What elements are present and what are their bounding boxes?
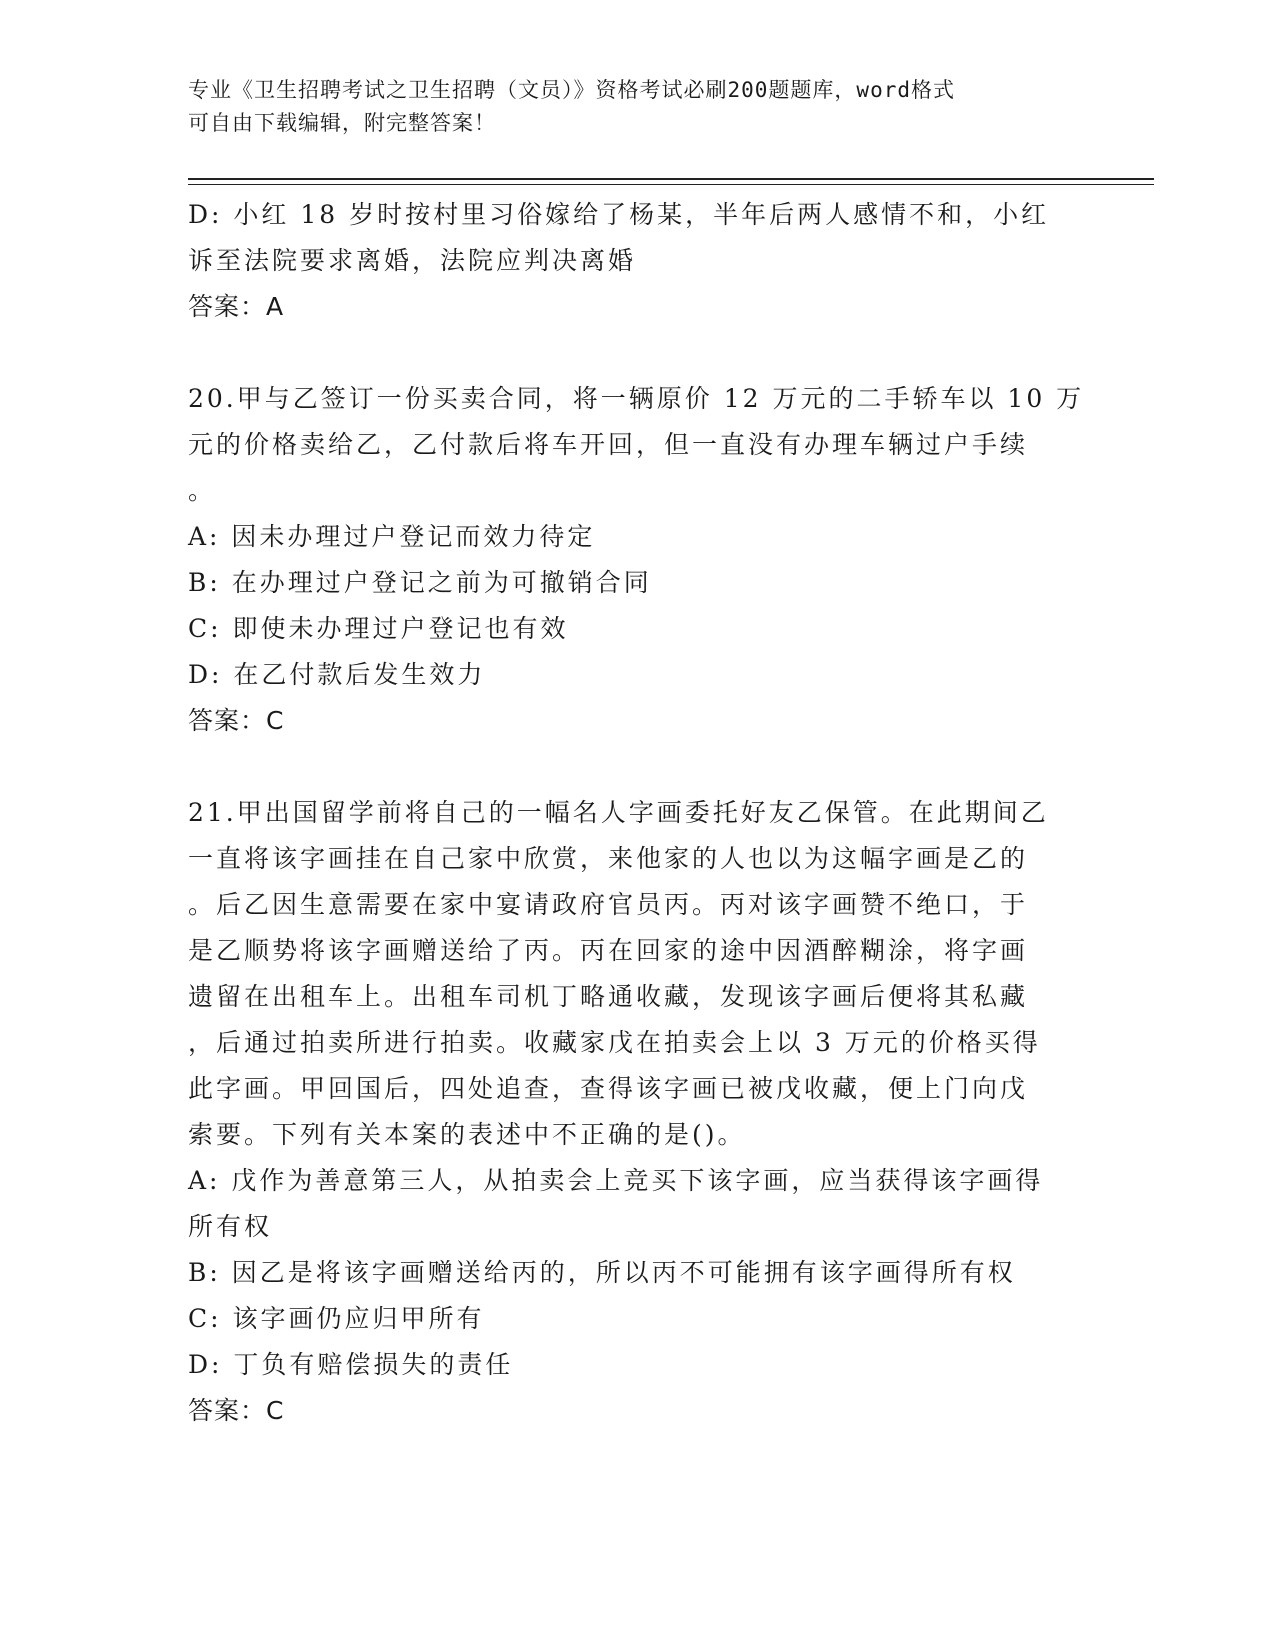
answer-label: 答案：A <box>188 292 285 321</box>
document-header <box>188 74 1088 140</box>
option-b: B: 因乙是将该字画赠送给丙的，所以丙不可能拥有该字画得所有权 <box>188 1258 1016 1287</box>
header-title-line-1: 专业《卫生招聘考试之卫生招聘（文员）》资格考试必刷200题题库，word格式 <box>188 78 955 102</box>
question-stem-line-3: 。后乙因生意需要在家中宴请政府官员丙。丙对该字画赞不绝口，于 <box>188 890 1029 919</box>
question-stem-line-2: 元的价格卖给乙，乙付款后将车开回，但一直没有办理车辆过户手续 <box>188 430 1029 459</box>
question-stem-line-1: 20.甲与乙签订一份买卖合同，将一辆原价 12 万元的二手轿车以 10 万 <box>188 384 1085 413</box>
option-d-line-1: D: 小红 18 岁时按村里习俗嫁给了杨某，半年后两人感情不和，小红 <box>188 200 1050 229</box>
option-a: A: 因未办理过户登记而效力待定 <box>188 522 596 551</box>
question-stem-line-8: 索要。下列有关本案的表述中不正确的是()。 <box>188 1120 746 1149</box>
previous-question-tail <box>188 192 1088 330</box>
question-stem-line-2: 一直将该字画挂在自己家中欣赏，来他家的人也以为这幅字画是乙的 <box>188 844 1029 873</box>
option-d-line-2: 诉至法院要求离婚，法院应判决离婚 <box>188 246 637 275</box>
question-stem-line-7: 此字画。甲回国后，四处追查，查得该字画已被戊收藏，便上门向戊 <box>188 1074 1029 1103</box>
question-stem-line-4: 是乙顺势将该字画赠送给了丙。丙在回家的途中因酒醉糊涂，将字画 <box>188 936 1029 965</box>
question-stem-line-1: 21.甲出国留学前将自己的一幅名人字画委托好友乙保管。在此期间乙 <box>188 798 1049 827</box>
option-c: C: 该字画仍应归甲所有 <box>188 1304 485 1333</box>
question-stem-line-6: ，后通过拍卖所进行拍卖。收藏家戊在拍卖会上以 3 万元的价格买得 <box>188 1028 1041 1057</box>
option-a-line-2: 所有权 <box>188 1212 273 1241</box>
answer-label: 答案：C <box>188 706 285 735</box>
option-b: B: 在办理过户登记之前为可撤销合同 <box>188 568 652 597</box>
question-gap <box>188 744 1088 790</box>
header-divider-thick <box>188 178 1154 180</box>
answer-label: 答案：C <box>188 1396 285 1425</box>
option-d: D: 丁负有赔偿损失的责任 <box>188 1350 514 1379</box>
question-stem-line-3: 。 <box>188 476 217 505</box>
document-body <box>188 192 1088 1434</box>
header-divider-thin <box>188 184 1154 185</box>
question-20 <box>188 376 1088 744</box>
question-gap <box>188 330 1088 376</box>
question-stem-line-5: 遗留在出租车上。出租车司机丁略通收藏，发现该字画后便将其私藏 <box>188 982 1029 1011</box>
question-21 <box>188 790 1088 1434</box>
option-c: C: 即使未办理过户登记也有效 <box>188 614 569 643</box>
header-title-line-2: 可自由下载编辑，附完整答案！ <box>188 111 496 135</box>
option-a-line-1: A: 戊作为善意第三人，从拍卖会上竞买下该字画，应当获得该字画得 <box>188 1166 1044 1195</box>
option-d: D: 在乙付款后发生效力 <box>188 660 486 689</box>
